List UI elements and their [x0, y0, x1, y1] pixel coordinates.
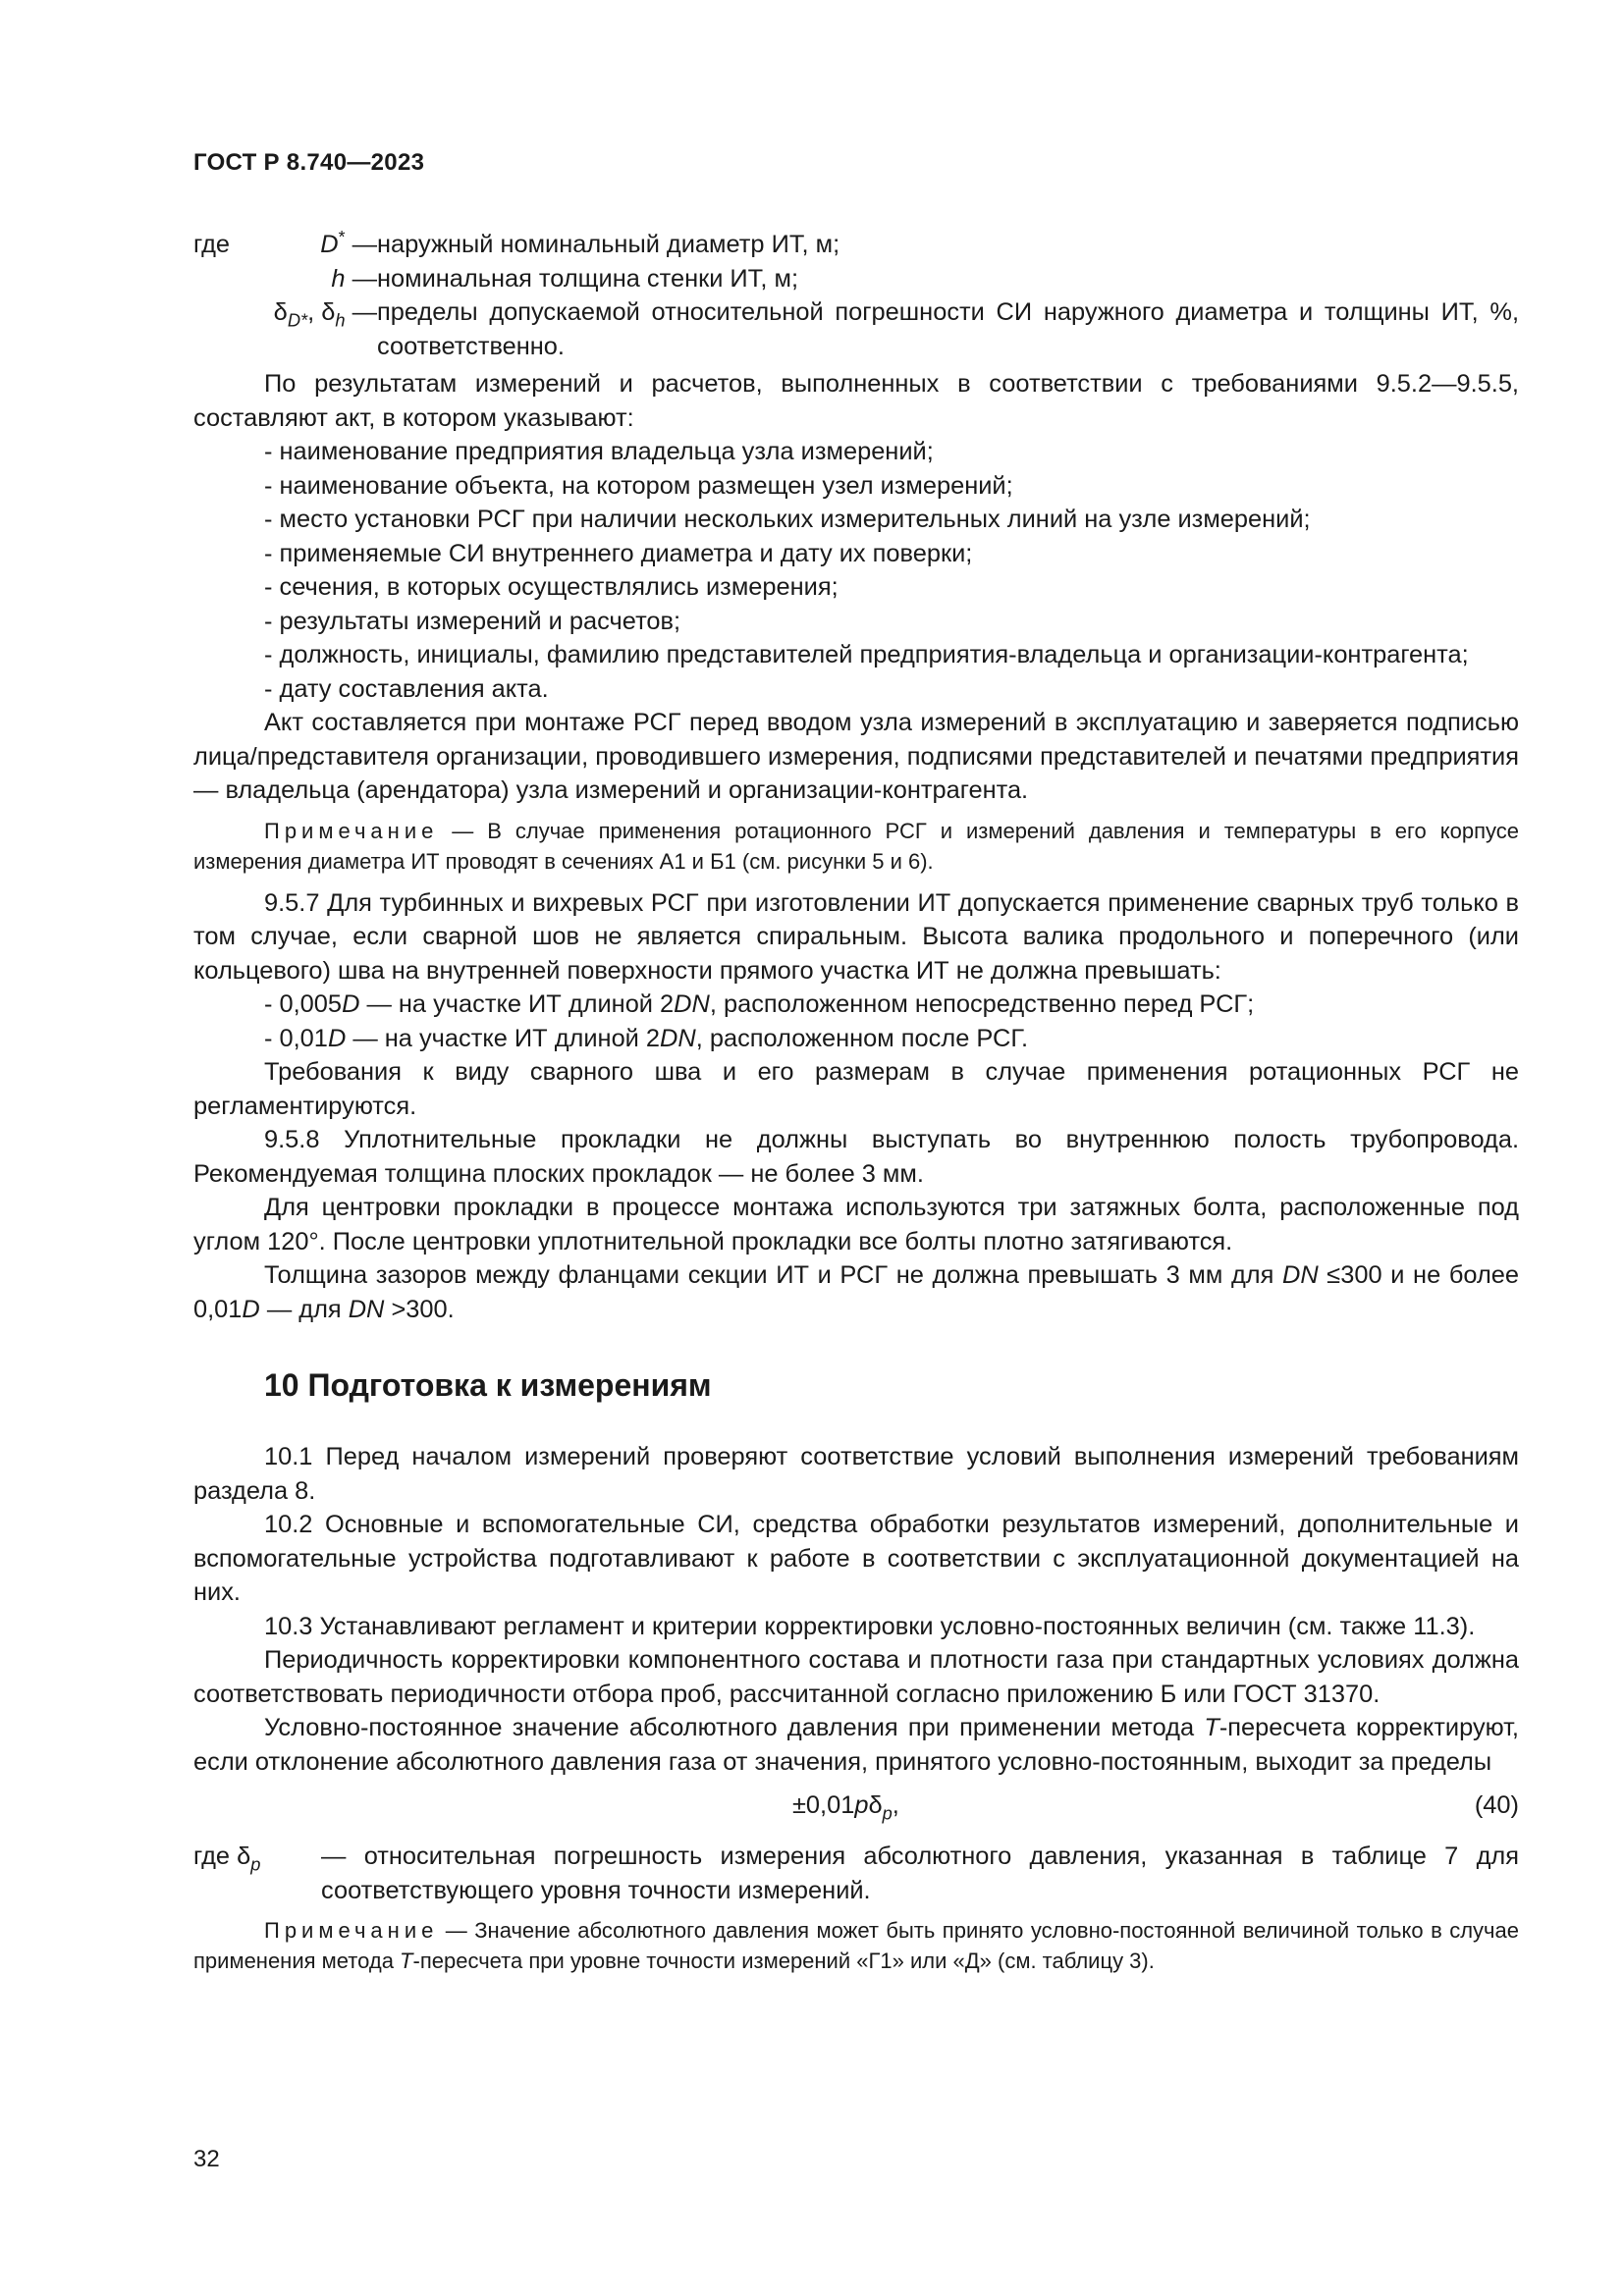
definition-text: номинальная толщина стенки ИТ, м;	[377, 264, 798, 293]
definition-row	[193, 262, 1519, 296]
paragraph-gap: Толщина зазоров между фланцами секции ИТ и РСГ не должна превышать 3 мм для DN ≤300 и не более 0,01D — для DN >300.	[193, 1261, 1519, 1323]
list-item: - 0,005D — на участке ИТ длиной 2DN, расположенном непосредственно перед РСГ;	[264, 990, 1255, 1018]
formula-expression: $\pm 0,01p\delta_p$,	[792, 1791, 899, 1824]
list-item: - дату составления акта.	[264, 674, 549, 703]
note-label: Примечание	[264, 818, 439, 843]
definition-row	[193, 228, 1519, 262]
where-label: где $\delta_p$	[193, 1842, 261, 1875]
paragraph-centering: Для центровки прокладки в процессе монтажа используются три затяжных болта, расположенные под углом 120°. После центровки уплотнительной прокладки все болты плотно затягиваются.	[193, 1194, 1519, 1255]
list-item: - должность, инициалы, фамилию представителей предприятия-владельца и организации-контрагента;	[264, 641, 1469, 668]
section-heading: 10 Подготовка к измерениям	[264, 1367, 712, 1403]
paragraph-periodicity: Периодичность корректировки компонентного состава и плотности газа при стандартных условиях должна соответствовать периодичности отбора проб, рассчитанной согласно приложению Б или ГОСТ 31370.	[193, 1646, 1519, 1708]
list-item: - наименование предприятия владельца узла измерений;	[264, 438, 934, 465]
definition-text: наружный номинальный диаметр ИТ, м;	[377, 231, 840, 258]
where-label: где	[193, 231, 231, 258]
definition-text: — относительная погрешность измерения абсолютного давления, указанная в таблице 7 для соответствующего уровня точности измерений.	[321, 1842, 1519, 1904]
paragraph-10-3: 10.3 Устанавливают регламент и критерии корректировки условно-постоянных величин (см. также 11.3).	[264, 1612, 1476, 1640]
list-item: - результаты измерений и расчетов;	[264, 607, 681, 635]
paragraph-9-5-7: 9.5.7 Для турбинных и вихревых РСГ при изготовлении ИТ допускается применение сварных труб только в том случае, если сварной шов не является спиральным. Высота валика продольного и поперечного (или кольцевого) шва на внутренней поверхности прямого участка ИТ не должна превышать:	[193, 888, 1519, 985]
definition-row	[193, 295, 1519, 363]
paragraph-act-sign: Акт составляется при монтаже РСГ перед вводом узла измерений в эксплуатацию и заверяется подписью лица/представителя организации, проводившего измерения, подписями представителей и печатями предприятия — владельца (арендатора) узла измерений и организации-контрагента.	[193, 709, 1519, 804]
definitions-block	[193, 228, 1519, 363]
page-number: 32	[193, 2146, 220, 2172]
list-item: - 0,01D — на участке ИТ длиной 2DN, расположенном после РСГ.	[264, 1024, 1029, 1052]
paragraph-9-5-8: 9.5.8 Уплотнительные прокладки не должны выступать во внутреннюю полость трубопровода. Рекомендуемая толщина плоских прокладок — не более 3 мм.	[193, 1126, 1519, 1188]
note-pressure: Примечание — Значение абсолютного давления может быть принято условно-постоянной величиной только в случае применения метода T-пересчета при уровне точности измерений «Г1» или «Д» (см. таблицу 3).	[193, 1918, 1519, 1973]
paragraph-act-intro: По результатам измерений и расчетов, выполненных в соответствии с требованиями 9.5.2—9.5.5, составляют акт, в котором указывают:	[193, 370, 1519, 432]
paragraph-pressure: Условно-постоянное значение абсолютного давления при применении метода T-пересчета корректируют, если отклонение абсолютного давления газа от значения, принятого условно-постоянным, выходит за пределы	[193, 1714, 1519, 1776]
page-content	[193, 228, 1519, 1986]
paragraph-weld-rotary: Требования к виду сварного шва и его размерам в случае применения ротационных РСГ не регламентируются.	[193, 1058, 1519, 1120]
definition-symbol: D* —	[320, 227, 377, 258]
formula-40	[193, 1783, 1519, 1830]
list-item: - сечения, в которых осуществлялись измерения;	[264, 573, 839, 601]
standard-header: ГОСТ Р 8.740—2023	[193, 149, 425, 176]
list-item: - место установки РСГ при наличии нескольких измерительных линий на узле измерений;	[264, 506, 1311, 533]
paragraph-10-1: 10.1 Перед началом измерений проверяют соответствие условий выполнения измерений требованиям раздела 8.	[193, 1443, 1519, 1505]
equation-number: (40)	[1474, 1791, 1519, 1819]
definition-row	[193, 1840, 1519, 1907]
definition-text: пределы допускаемой относительной погрешности СИ наружного диаметра и толщины ИТ, %, соответственно.	[377, 298, 1519, 360]
paragraph-10-2: 10.2 Основные и вспомогательные СИ, средства обработки результатов измерений, дополнительные и вспомогательные устройства подготавливают к работе в соответствии с эксплуатационной документацией на них.	[193, 1511, 1519, 1606]
list-item: - наименование объекта, на котором размещен узел измерений;	[264, 471, 1013, 500]
list-item: - применяемые СИ внутреннего диаметра и дату их поверки;	[264, 539, 973, 567]
note-rotary	[193, 816, 1519, 877]
definition-symbol: $\delta_{D*}$, $\delta_h$ —	[273, 298, 377, 331]
definition-symbol: h —	[331, 264, 377, 293]
note-text: — В случае применения ротационного РСГ и измерений давления и температуры в его корпусе измерения диаметра ИТ проводят в сечениях А1 и Б1 (см. рисунки 5 и 6).	[193, 818, 1519, 874]
note-label: Примечание	[264, 1918, 439, 1943]
